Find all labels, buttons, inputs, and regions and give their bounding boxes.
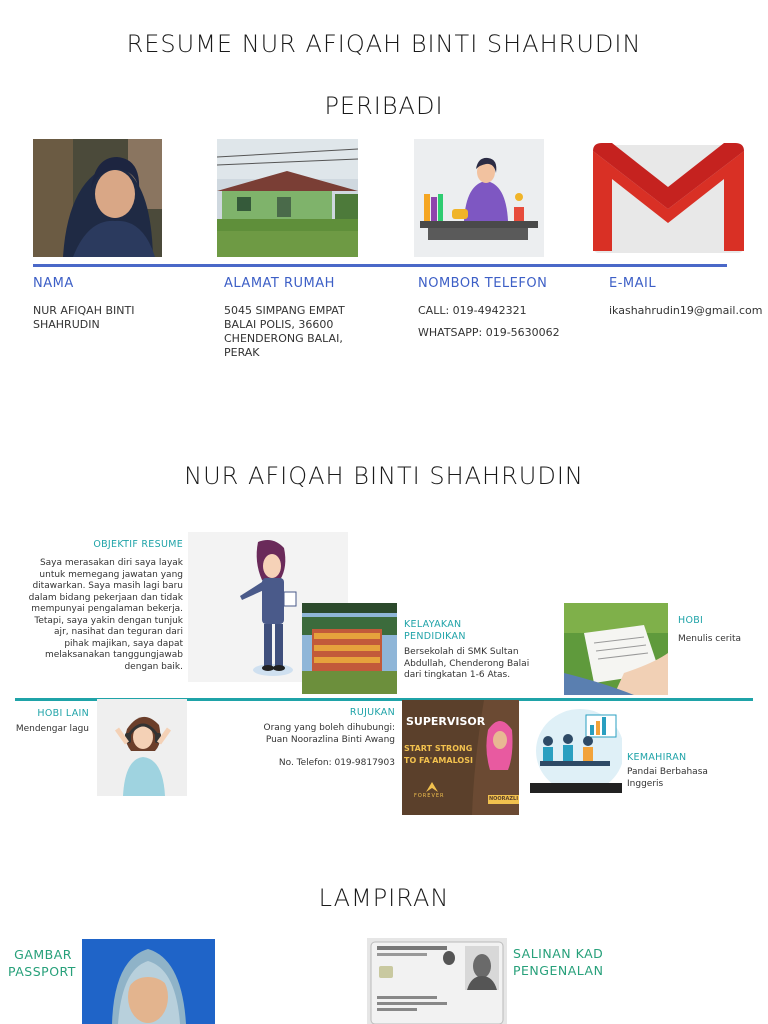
poster-line1: START STRONG — [404, 744, 473, 753]
hobby-text: Menulis cerita — [678, 634, 741, 644]
writing-photo — [564, 603, 668, 695]
passport-photo — [82, 939, 215, 1024]
objective-text: Saya merasakan diri saya layak untuk memegang jawatan yang ditawarkan. Saya masih lagi baru dalam bidang pekerjaan dan tidak mempunyai pengalaman bekerja. Tetapi, saya yakin dengan tunjuk ajr, nasihat dan teguran dari pihak majikan, saya dapat melaksanakan tanggungjawab dengan baik. — [28, 558, 183, 672]
name-label: NAMA — [33, 276, 74, 291]
address-label: ALAMAT RUMAH — [224, 276, 335, 291]
school-photo — [302, 603, 397, 694]
phone-whatsapp: WHATSAPP: 019-5630062 — [418, 326, 560, 339]
name-value: NUR AFIQAH BINTI SHAHRUDIN — [33, 304, 135, 331]
attachments-title: LAMPIRAN — [318, 884, 450, 912]
skills-text: Pandai Berbahasa Inggeris — [627, 767, 708, 789]
education-text: Bersekolah di SMK Sultan Abdullah, Chenderong Balai dari tingkatan 1-6 Atas. — [404, 647, 530, 680]
house-photo — [217, 139, 358, 257]
gmail-logo-icon — [590, 139, 747, 257]
passport-label: GAMBAR PASSPORT — [8, 947, 76, 979]
poster-heading: SUPERVISOR — [406, 715, 486, 728]
profile-photo — [33, 139, 162, 257]
other-hobby-label: HOBI LAIN — [37, 708, 89, 719]
teamwork-illustration — [530, 703, 622, 793]
address-value: 5045 SIMPANG EMPAT BALAI POLIS, 36600 CHENDERONG BALAI, PERAK — [224, 304, 345, 359]
personal-divider — [33, 264, 727, 267]
phone-call-illustration — [414, 139, 544, 257]
supervisor-poster — [402, 700, 519, 815]
section-title-personal: PERIBADI — [324, 92, 444, 120]
skills-label: KEMAHIRAN — [627, 752, 687, 763]
ic-label: SALINAN KAD PENGENALAN — [513, 946, 604, 978]
ic-card-photo — [367, 938, 507, 1024]
profile-title: NUR AFIQAH BINTI SHAHRUDIN — [184, 462, 584, 490]
phone-label: NOMBOR TELEFON — [418, 276, 548, 291]
music-illustration — [97, 699, 187, 796]
poster-line2: TO FA'AMALOSI — [404, 756, 473, 765]
resume-title: RESUME NUR AFIQAH BINTI SHAHRUDIN — [126, 30, 642, 58]
email-label: E-MAIL — [609, 276, 657, 291]
email-value: ikashahrudin19@gmail.com — [609, 304, 763, 317]
reference-label: RUJUKAN — [349, 707, 395, 718]
phone-call: CALL: 019-4942321 — [418, 304, 527, 317]
objective-label: OBJEKTIF RESUME — [93, 539, 183, 550]
hobby-label: HOBI — [678, 615, 704, 626]
poster-name-tag: NOORAZLI — [489, 796, 519, 802]
other-hobby-text: Mendengar lagu — [15, 724, 89, 734]
poster-brand: FOREVER — [414, 793, 445, 799]
reference-phone: No. Telefon: 019-9817903 — [278, 758, 395, 768]
reference-text: Orang yang boleh dihubungi: Puan Noorazlina Binti Awang — [263, 723, 395, 745]
education-label: KELAYAKAN PENDIDIKAN — [404, 619, 466, 642]
